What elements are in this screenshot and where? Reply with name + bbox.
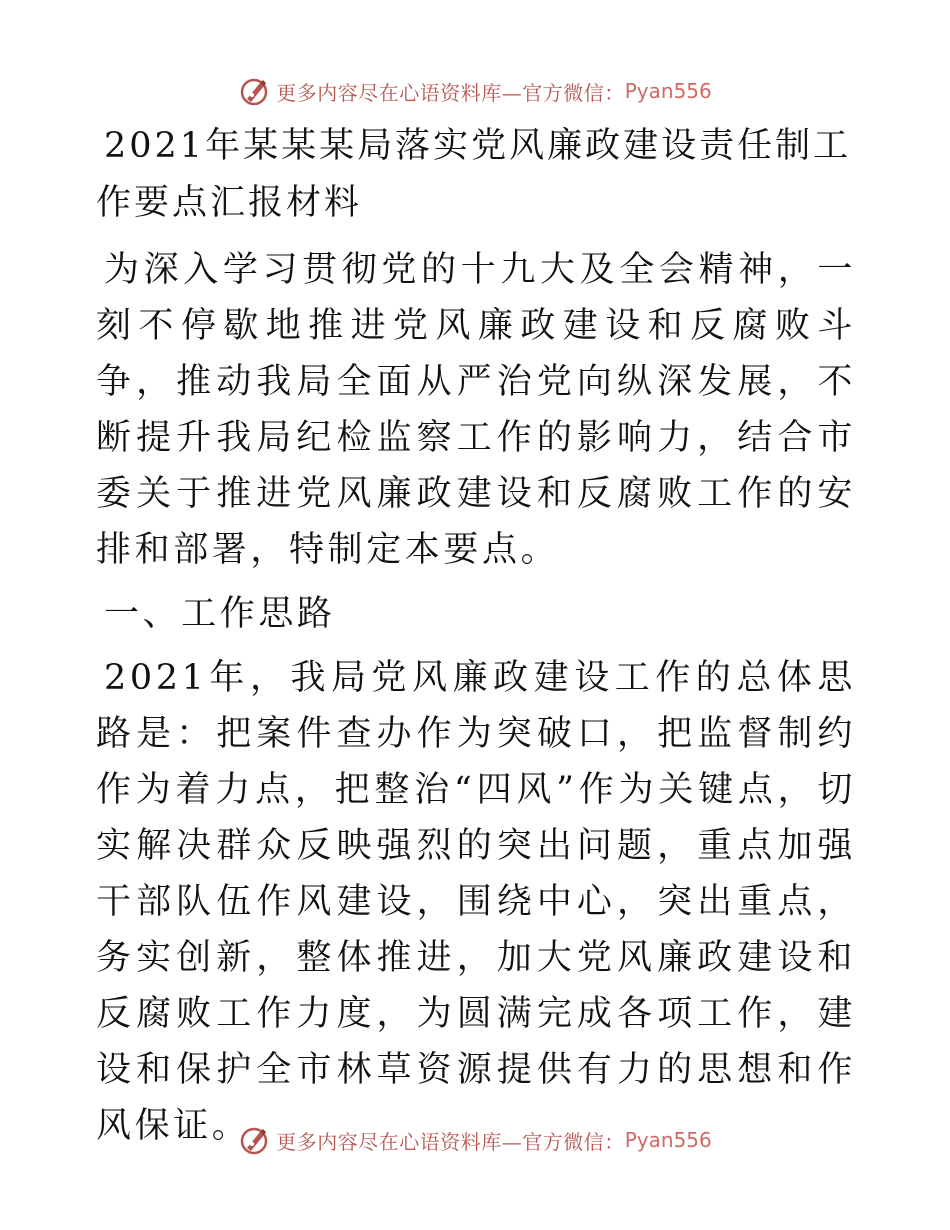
document-title: 2021年某某某局落实党风廉政建设责任制工作要点汇报材料 bbox=[96, 126, 852, 223]
watermark-wechat-id: Pyan556 bbox=[624, 1128, 712, 1152]
section-heading: 一、工作思路 bbox=[104, 594, 336, 634]
pen-logo-icon bbox=[238, 1124, 270, 1156]
watermark-text: 更多内容尽在心语资料库—官方微信： bbox=[276, 1129, 625, 1154]
section-paragraph: 2021年，我局党风廉政建设工作的总体思路是：把案件查办作为突破口，把监督制约作为着力点，把整治“四风”作为关键点，切实解决群众反映强烈的突出问题，重点加强干部队伍作风建设，围绕中心，突出重点，务实创新，整体推进，加大党风廉政建设和反腐败工作力度，为圆满完成各项工作，建设和保护全市林草资源提供有力的思想和作风保证。 bbox=[96, 658, 856, 1146]
footer-watermark bbox=[0, 1118, 950, 1162]
header-watermark bbox=[0, 69, 950, 113]
document-body bbox=[96, 118, 856, 1162]
intro-paragraph: 为深入学习贯彻党的十九大及全会精神，一刻不停歇地推进党风廉政建设和反腐败斗争，推动我局全面从严治党向纵深发展，不断提升我局纪检监察工作的影响力，结合市委关于推进党风廉政建设和反腐败工作的安排和部署，特制定本要点。 bbox=[96, 250, 856, 570]
pen-logo-icon bbox=[238, 75, 270, 107]
watermark-text: 更多内容尽在心语资料库—官方微信： bbox=[276, 80, 625, 105]
watermark-wechat-id: Pyan556 bbox=[624, 79, 712, 103]
